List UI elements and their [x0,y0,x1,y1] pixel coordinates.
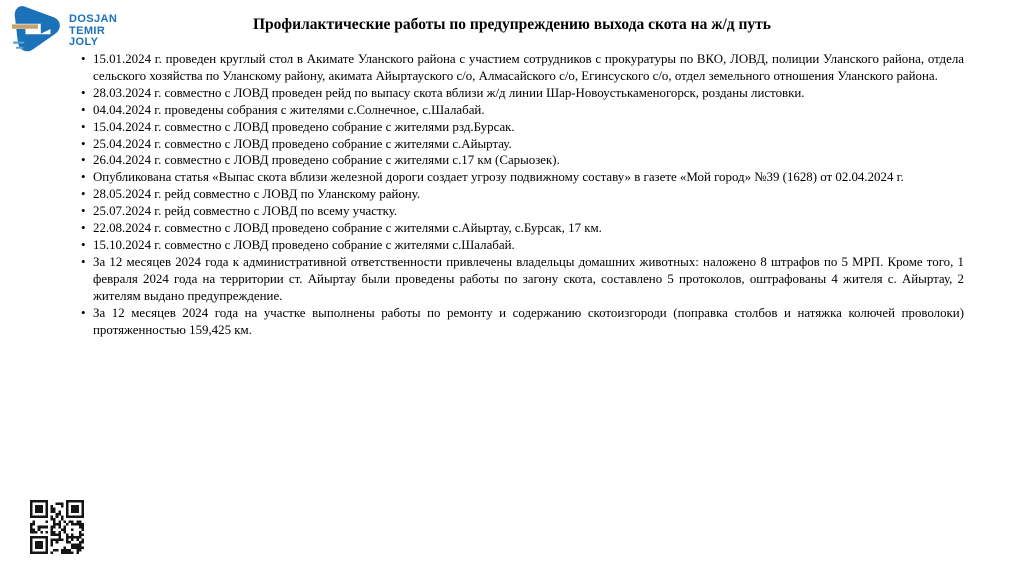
bullet-item: • 26.04.2024 г. совместно с ЛОВД проведено собрание с жителями с.17 км (Сарыозек). [93,152,964,169]
logo-line-1: DOSJAN [69,13,118,26]
bullet-item: • 04.04.2024 г. проведены собрания с жителями с.Солнечное, с.Шалабай. [93,102,964,119]
bullet-item: • За 12 месяцев 2024 года на участке выполнены работы по ремонту и содержанию скотоизгороди (поправка столбов и натяжка колючей проволоки) протяженностью 159,425 км. [93,305,964,339]
bullet-item: • 25.07.2024 г. рейд совместно с ЛОВД по всему участку. [93,203,964,220]
bullet-item: • Опубликована статья «Выпас скота вблизи железной дороги создает угрозу подвижному составу» в газете «Мой город» №39 (1628) от 02.04.2024 г. [93,169,964,186]
bullet-list [80,51,964,338]
bullet-item: • 25.04.2024 г. совместно с ЛОВД проведено собрание с жителями с.Айыртау. [93,136,964,153]
logo-line-3: JOLY [69,36,99,49]
bullet-item: • За 12 месяцев 2024 года к административной ответственности привлечены владельцы домашних животных: наложено 8 штрафов по 5 МРП. Кроме того, 1 февраля 2024 года на территории ст. Айыртау были проведены работы по загону скота, составлено 5 протоколов, оштрафованы 4 жителя с. Айыртау, 2 жителям выдано предупреждение. [93,254,964,305]
logo-line-2: TEMIR [69,24,106,37]
bullet-item: • 28.05.2024 г. рейд совместно с ЛОВД по Уланскому району. [93,186,964,203]
bullet-item: • 28.03.2024 г. совместно с ЛОВД проведен рейд по выпасу скота вблизи ж/д линии Шар-Новоустькаменогорск, розданы листовки. [93,85,964,102]
bullet-item: • 15.10.2024 г. совместно с ЛОВД проведено собрание с жителями с.Шалабай. [93,237,964,254]
qr-code [30,500,84,554]
page-title: Профилактические работы по предупреждению выхода скота на ж/д путь [253,16,771,33]
bullet-item: • 15.01.2024 г. проведен круглый стол в Акимате Уланского района с участием сотрудников с прокуратуры по ВКО, ЛОВД, полиции Уланского района, отдела сельского хозяйства по Уланскому району, акимата Айыртауского с/о, Алмасайского с/о, Егинсуского с/о, отдел земельного отношения Уланского района. [93,51,964,85]
bullet-item: • 22.08.2024 г. совместно с ЛОВД проведено собрание с жителями с.Айыртау, с.Бурсак, 17 км. [93,220,964,237]
bullet-item: • 15.04.2024 г. совместно с ЛОВД проведено собрание с жителями рзд.Бурсак. [93,119,964,136]
content-area [80,51,964,338]
